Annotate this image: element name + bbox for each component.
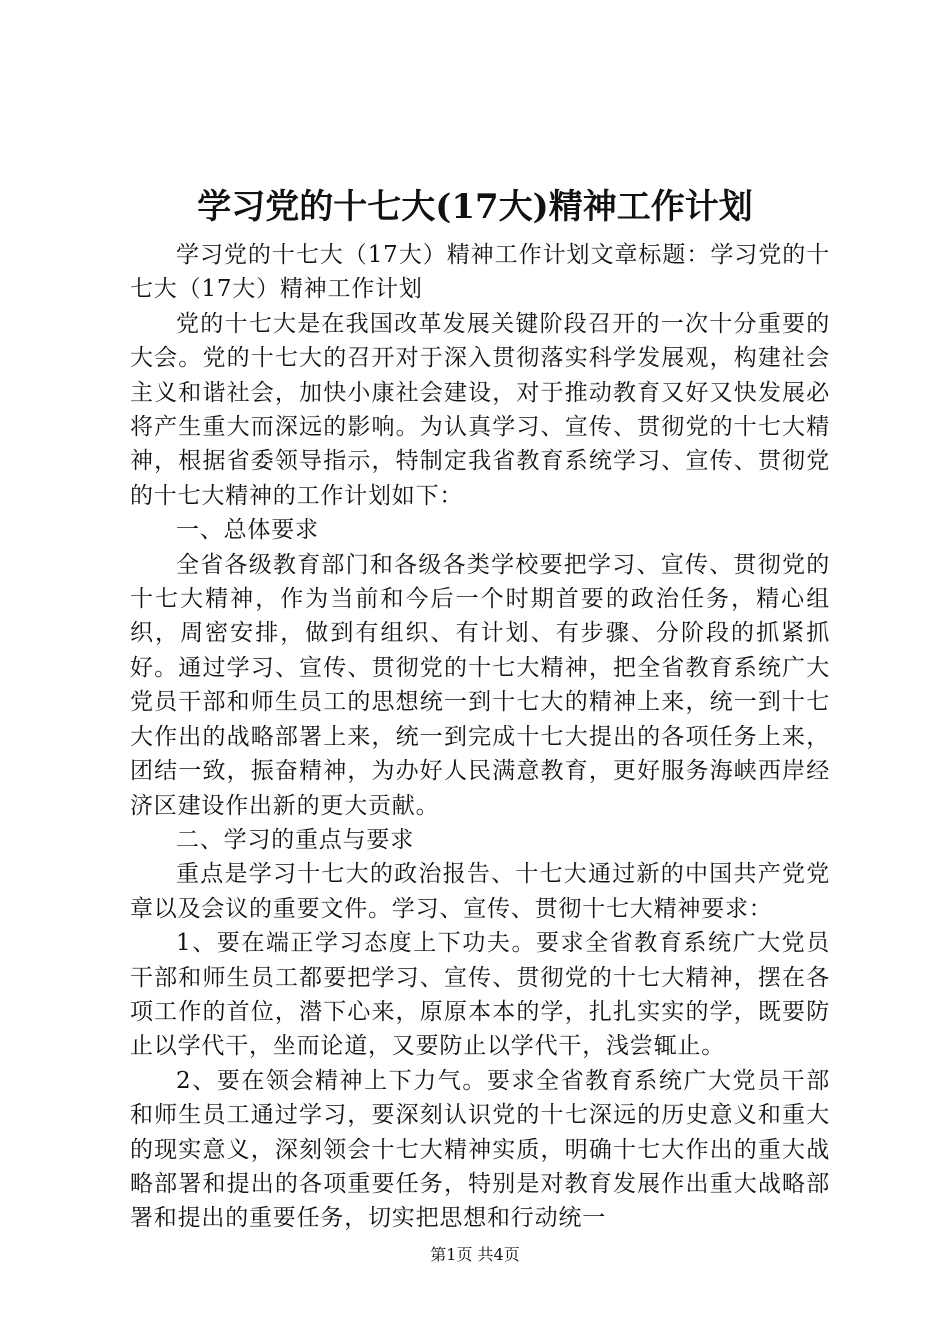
document-body: [130, 238, 830, 1236]
document-title: 学习党的十七大(17大)精神工作计划: [197, 187, 753, 227]
section-heading-study-focus: 二、学习的重点与要求: [176, 826, 414, 853]
paragraph-article-title: 学习党的十七大（17大）精神工作计划文章标题：学习党的十七大（17大）精神工作计划: [130, 242, 830, 303]
section-heading-general-requirements: 一、总体要求: [176, 517, 319, 544]
paragraph-general-requirements: 全省各级教育部门和各级各类学校要把学习、宣传、贯彻党的十七大精神，作为当前和今后一个时期首要的政治任务，精心组织，周密安排，做到有组织、有计划、有步骤、分阶段的抓紧抓好。通过学习、宣传、贯彻党的十七大精神，把全省教育系统广大党员干部和师生员工的思想统一到十七大的精神上来，统一到十七大作出的战略部署上来，统一到完成十七大提出的各项任务上来，团结一致，振奋精神，为办好人民满意教育，更好服务海峡西岸经济区建设作出新的更大贡献。: [130, 551, 830, 819]
paragraph-item-2: 2、要在领会精神上下力气。要求全省教育系统广大党员干部和师生员工通过学习，要深刻认识党的十七深远的历史意义和重大的现实意义，深刻领会十七大精神实质，明确十七大作出的重大战略部署和提出的各项重要任务，特别是对教育发展作出重大战略部署和提出的重要任务，切实把思想和行动统一: [130, 1067, 830, 1232]
paragraph-intro: 党的十七大是在我国改革发展关键阶段召开的一次十分重要的大会。党的十七大的召开对于深入贯彻落实科学发展观，构建社会主义和谐社会，加快小康社会建设，对于推动教育又好又快发展必将产生重大而深远的影响。为认真学习、宣传、贯彻党的十七大精神，根据省委领导指示，特制定我省教育系统学习、宣传、贯彻党的十七大精神的工作计划如下：: [130, 310, 830, 509]
page-number-footer: 第1页 共4页: [430, 1245, 520, 1264]
paragraph-study-focus: 重点是学习十七大的政治报告、十七大通过新的中国共产党党章以及会议的重要文件。学习、宣传、贯彻十七大精神要求：: [130, 861, 830, 922]
paragraph-item-1: 1、要在端正学习态度上下功夫。要求全省教育系统广大党员干部和师生员工都要把学习、宣传、贯彻党的十七大精神，摆在各项工作的首位，潜下心来，原原本本的学，扎扎实实的学，既要防止以学代干，坐而论道，又要防止以学代干，浅尝辄止。: [130, 930, 830, 1060]
